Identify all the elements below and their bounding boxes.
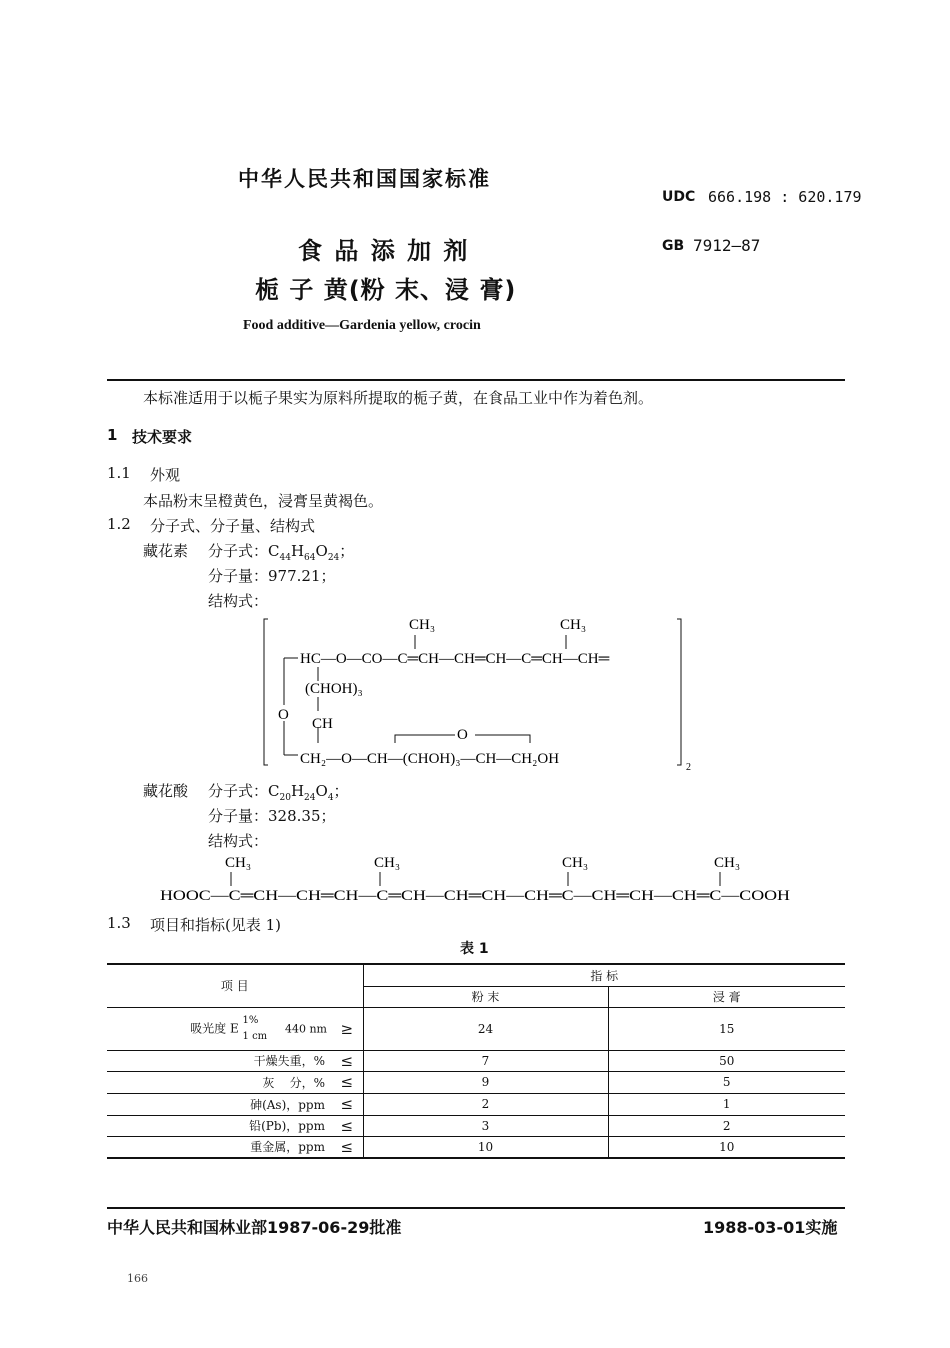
row-paste: 50 xyxy=(719,1053,735,1068)
row-powder: 2 xyxy=(363,1093,608,1115)
row-op: ≤ xyxy=(331,1050,363,1071)
row-paste: 15 xyxy=(719,1021,735,1036)
row-op: ≤ xyxy=(331,1136,363,1158)
head-powder: 粉 末 xyxy=(363,986,608,1007)
row-absorbance-item: 吸光度 E 1% 1 cm 440 nm xyxy=(190,1014,327,1042)
dimer-subscript: 2 xyxy=(686,762,691,773)
row-powder: 3 xyxy=(363,1115,608,1136)
udc-number: 666.198 : 620.179 xyxy=(708,188,862,206)
crocin-structure-label: 结构式： xyxy=(208,592,269,610)
row-item: 灰 分，% xyxy=(262,1075,325,1090)
head-index: 指 标 xyxy=(363,964,845,986)
approval-line: 中华人民共和国林业部1987-06-29批准 xyxy=(107,1218,402,1237)
s1-3-number: 1.3 xyxy=(107,914,131,932)
head-paste: 浸 膏 xyxy=(608,986,845,1007)
bridge-oxygen: O xyxy=(457,727,468,743)
table-row xyxy=(107,1071,845,1093)
scope-text: 本标准适用于以栀子果实为原料所提取的栀子黄，在食品工业中作为着色剂。 xyxy=(143,389,654,407)
crocetin-chain: HOOC—C═CH—CH═CH—C═CH—CH═CH—CH═C—CH═CH—CH═C—COOH xyxy=(160,888,791,904)
row-item: 干燥失重，% xyxy=(253,1054,325,1068)
ring-oxygen: O xyxy=(278,707,289,723)
row-paste: 10 xyxy=(719,1139,735,1154)
methyl-2: CH₃ xyxy=(374,855,401,871)
row-powder: 10 xyxy=(363,1136,608,1158)
page-number: 166 xyxy=(127,1272,148,1285)
crocin-structure-diagram xyxy=(260,615,700,775)
gb-number: 7912—87 xyxy=(693,236,761,255)
row-paste: 2 xyxy=(722,1118,731,1133)
right-bracket xyxy=(677,619,681,765)
spec-table xyxy=(107,963,845,1159)
s1-1-title: 外观 xyxy=(150,466,181,484)
methyl-4: CH₃ xyxy=(714,855,741,871)
head-item: 项 目 xyxy=(107,964,363,1007)
row-item: 铅(Pb)，ppm xyxy=(249,1119,325,1133)
header-rule xyxy=(107,379,845,381)
crocetin-structure-label: 结构式： xyxy=(208,832,269,850)
crocetin-structure-diagram xyxy=(158,852,798,908)
row-powder: 7 xyxy=(363,1050,608,1071)
methyl-a: CH₃ xyxy=(409,617,436,633)
row-op: ≤ xyxy=(331,1093,363,1115)
crocetin-formula: 分子式：$C_{20}H_{24}O_4$； xyxy=(208,782,349,803)
table-row xyxy=(107,1007,845,1050)
row-paste: 5 xyxy=(722,1075,731,1089)
crocetin-mw: 分子量：328.35； xyxy=(208,807,336,825)
row-item: 砷(As)，ppm xyxy=(250,1097,325,1112)
table-row xyxy=(107,1136,845,1158)
s1-2-number: 1.2 xyxy=(107,515,131,533)
table-row xyxy=(107,1115,845,1136)
gb-label: GB xyxy=(662,238,685,254)
ch-group: CH xyxy=(312,716,333,732)
crocin-mw: 分子量：977.21； xyxy=(208,567,336,585)
row-op: ≥ xyxy=(331,1007,363,1050)
bridge-right xyxy=(475,735,530,743)
udc-label: UDC xyxy=(662,189,696,205)
s1-1-number: 1.1 xyxy=(107,464,131,482)
table-row xyxy=(107,1093,845,1115)
english-title: Food additive—Gardenia yellow, crocin xyxy=(243,318,481,333)
title-line2: 栀 子 黄(粉 末、浸 膏) xyxy=(255,276,517,304)
crocin-name: 藏花素 xyxy=(143,542,189,560)
s1-3-title: 项目和指标(见表 1) xyxy=(150,916,282,934)
methyl-b: CH₃ xyxy=(560,617,587,633)
appearance-text: 本品粉末呈橙黄色，浸膏呈黄褐色。 xyxy=(143,492,384,510)
title-line1: 食 品 添 加 剂 xyxy=(298,237,470,265)
row-powder: 24 xyxy=(363,1007,608,1050)
methyl-3: CH₃ xyxy=(562,855,589,871)
row-paste: 1 xyxy=(722,1097,731,1111)
national-standard-title: 中华人民共和国国家标准 xyxy=(238,167,491,191)
s1-2-title: 分子式、分子量、结构式 xyxy=(150,517,316,535)
glycoside-chain: HC—O—CO—C═CH—CH═CH—C═CH—CH═ xyxy=(300,651,610,667)
left-bracket xyxy=(264,619,268,765)
chohx3-group: (CHOH)₃ xyxy=(305,681,363,697)
table-caption: 表 1 xyxy=(460,941,489,957)
table-row xyxy=(107,1050,845,1071)
section1-number: 1 xyxy=(107,426,118,444)
footer-rule xyxy=(107,1207,845,1209)
row-op: ≤ xyxy=(331,1071,363,1093)
section1-title: 技术要求 xyxy=(132,428,193,446)
methyl-1: CH₃ xyxy=(225,855,252,871)
crocetin-name: 藏花酸 xyxy=(143,782,189,800)
bridge-left xyxy=(395,735,455,743)
row-op: ≤ xyxy=(331,1115,363,1136)
sugar-chain: CH₂—O—CH—(CHOH)₃—CH—CH₂OH xyxy=(300,751,560,767)
row-item: 重金属，ppm xyxy=(250,1140,325,1155)
crocin-formula: 分子式：$C_{44}H_{64}O_{24}$； xyxy=(208,542,355,563)
effective-date: 1988-03-01实施 xyxy=(703,1218,838,1237)
row-powder: 9 xyxy=(363,1071,608,1093)
